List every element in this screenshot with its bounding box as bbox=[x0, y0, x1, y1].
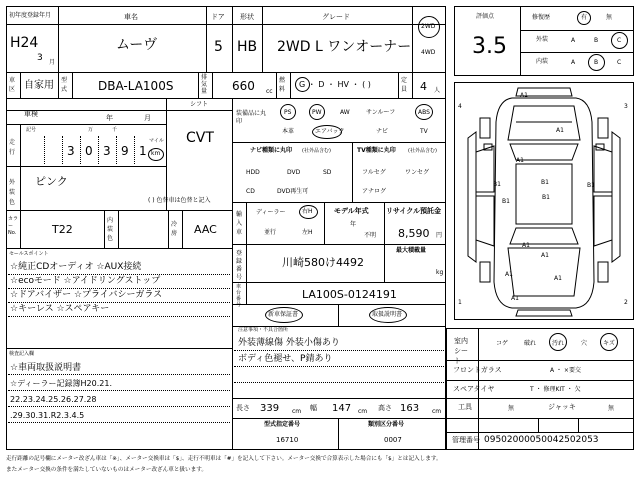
tv-item: アナログ bbox=[362, 188, 387, 195]
exterior-value: ピンク bbox=[35, 175, 68, 188]
damage-mark: A1 bbox=[556, 127, 564, 134]
cooler-value: AAC bbox=[194, 223, 217, 236]
equip-item: 本革 bbox=[282, 128, 295, 135]
equip-item: PS bbox=[284, 109, 292, 116]
tv-item: フルセグ bbox=[362, 169, 386, 176]
damage-mark: A1 bbox=[520, 92, 528, 99]
interior-grade: B bbox=[594, 59, 599, 66]
model-year-label: モデル年式 bbox=[334, 207, 369, 215]
side-number: 1 bbox=[458, 299, 462, 306]
note-line: 外装薄線傷 外装小傷あり bbox=[238, 338, 340, 348]
height-unit: cm bbox=[432, 408, 442, 415]
mileage-digit: 3 bbox=[67, 144, 75, 158]
color-label: カラーNo. bbox=[8, 216, 19, 236]
mileage-digit: 3 bbox=[103, 144, 111, 158]
sales-point-line: ☆ドアバイザー ☆プライバシーガラス bbox=[10, 290, 163, 300]
width-value: 147 bbox=[332, 403, 352, 414]
reg-number-label: 登録番号 bbox=[236, 250, 243, 281]
interior-grade: C bbox=[617, 59, 622, 66]
navi-item: HDD bbox=[246, 169, 260, 176]
footer-note: またメーター交換の条件を満たしていないものはメーター改ざん車と扱います。 bbox=[6, 467, 207, 473]
equip-item: TV bbox=[420, 128, 428, 135]
equip-item: PW bbox=[312, 109, 322, 116]
exterior-note: ( ) 色替車は色替と記入 bbox=[148, 197, 211, 204]
side-number: 4 bbox=[458, 103, 462, 110]
recycle-label: リサイクル預託金 bbox=[386, 207, 442, 215]
tv-title-note: (社外品含む) bbox=[408, 148, 437, 154]
damage-mark: A1 bbox=[541, 252, 549, 259]
inspection-label: 車検 bbox=[24, 110, 38, 118]
footer-note: 走行距離の記号欄にメーター改ざん車は「※」、メーター交換車は「$」、走行不明車は「#」を記入して下さい。メーター交換で合算表示した場合にも「$」とは記入します。 bbox=[6, 456, 442, 462]
grade-label: グレード bbox=[322, 13, 350, 21]
note-line: ボディ色褪せ、P錆あり bbox=[238, 354, 333, 364]
score-value: 3.5 bbox=[472, 34, 507, 59]
equip-item: AW bbox=[340, 109, 350, 116]
tv-title: TV種類に丸印 bbox=[357, 147, 396, 154]
manual: 取扱説明書 bbox=[372, 311, 403, 318]
damage-mark: B1 bbox=[587, 182, 595, 189]
designation-label: 型式指定番号 bbox=[264, 421, 301, 428]
seat-item: コゲ bbox=[496, 340, 509, 347]
height-label: 高さ bbox=[378, 404, 392, 412]
first-reg-value: H24 bbox=[10, 35, 39, 51]
color-value: T22 bbox=[52, 223, 73, 236]
inspection-record-line: ☆車両取扱説明書 bbox=[10, 363, 82, 373]
mileage-digit: 9 bbox=[121, 144, 129, 158]
height-value: 163 bbox=[400, 403, 420, 414]
displacement-label: 排気量 bbox=[201, 74, 208, 95]
inspection-record-line: ☆ディーラー記録簿H20.21. bbox=[10, 379, 112, 388]
interior-grade-label: 内装 bbox=[536, 58, 549, 65]
model-label: 型式 bbox=[61, 77, 68, 93]
navi-item: DVD bbox=[287, 169, 301, 176]
exterior-grade: A bbox=[571, 37, 576, 44]
mileage-km: km bbox=[151, 150, 161, 157]
repair-no: 無 bbox=[606, 14, 613, 21]
width-label: 幅 bbox=[310, 404, 317, 412]
fuel-value: G ・ D ・ HV ・ ( ) bbox=[299, 80, 371, 89]
equip-item: エアバック bbox=[315, 128, 345, 135]
management-value: 09502000050042502053 bbox=[484, 435, 599, 445]
cooler-label: 冷房 bbox=[171, 221, 178, 237]
exterior-grade-label: 外装 bbox=[536, 36, 549, 43]
sales-points-label: セールスポイント bbox=[9, 251, 49, 257]
recycle-unit: 円 bbox=[436, 232, 443, 239]
damage-mark: B1 bbox=[502, 198, 510, 205]
mileage-label: 走行 bbox=[9, 139, 16, 156]
shape-value: HB bbox=[237, 39, 258, 55]
designation-value: 16710 bbox=[276, 436, 299, 444]
first-reg-month-unit: 月 bbox=[49, 59, 56, 66]
model-year-unknown: 不明 bbox=[364, 232, 377, 239]
car-name-value: ムーヴ bbox=[116, 37, 158, 53]
model-value: DBA-LA100S bbox=[98, 79, 174, 93]
interior-grade: A bbox=[571, 59, 576, 66]
shape-label: 形状 bbox=[240, 13, 254, 21]
exterior-grade: B bbox=[594, 37, 599, 44]
chassis-label: 車台番号 bbox=[236, 284, 242, 308]
capacity-label: 定員 bbox=[401, 77, 408, 93]
seat-item: 破れ bbox=[524, 340, 537, 347]
import-label: 輸入車 bbox=[236, 211, 243, 236]
shift-value: CVT bbox=[186, 130, 214, 146]
seat-item: 穴 bbox=[581, 340, 588, 347]
sales-point-line: ☆キーレス ☆スペアキー bbox=[10, 304, 110, 314]
interior-color-label: 内装色 bbox=[107, 217, 114, 242]
category-label: 類別区分番号 bbox=[368, 421, 405, 428]
seat-item: キズ bbox=[603, 340, 615, 347]
tools-value: 無 bbox=[508, 405, 515, 412]
first-reg-label: 初年度登録年月 bbox=[9, 12, 52, 19]
equip-item: ナビ bbox=[376, 128, 389, 135]
spare-tire-value: T ・ 修理KIT ・ 欠 bbox=[530, 386, 581, 393]
recycle-value: 8,590 bbox=[398, 227, 430, 240]
damage-mark: B1 bbox=[493, 181, 501, 188]
navi-item: DVD再生可 bbox=[277, 188, 309, 195]
inspection-year: 年 bbox=[106, 114, 113, 122]
mileage-mile: マイル bbox=[149, 138, 164, 144]
car-name-label: 車名 bbox=[124, 13, 138, 21]
inspection-record-line: .29.30.31.R2.3.4.5 bbox=[10, 411, 85, 420]
damage-mark: A1 bbox=[522, 242, 530, 249]
door-value: 5 bbox=[214, 39, 223, 55]
notes-label: 注意事項・不具合箇所 bbox=[238, 327, 289, 333]
interior-seat-label: 室内シート bbox=[454, 337, 468, 365]
side-number: 2 bbox=[624, 299, 628, 306]
category-value: 0007 bbox=[384, 436, 402, 444]
fuel-label: 燃料 bbox=[279, 77, 286, 93]
door-label: ドア bbox=[211, 13, 225, 21]
drive-4wd: 4WD bbox=[421, 49, 436, 56]
navi-item: CD bbox=[246, 188, 255, 195]
inspection-record-line: 22.23.24.25.26.27.28 bbox=[10, 395, 97, 404]
import-dealer: ディーラー bbox=[256, 209, 286, 216]
length-unit: cm bbox=[292, 408, 302, 415]
model-year-year: 年 bbox=[350, 221, 357, 228]
damage-mark: B1 bbox=[541, 179, 549, 186]
jack-label: ジャッキ bbox=[548, 403, 576, 411]
sales-point-line: ☆純正CDオーディオ ☆AUX接続 bbox=[10, 262, 142, 272]
displacement-unit: cc bbox=[266, 88, 273, 95]
equip-item: ABS bbox=[418, 109, 430, 116]
equipment-title: 装備品に丸印 bbox=[236, 110, 267, 125]
management-label: 管理番号 bbox=[452, 436, 480, 444]
damage-mark: B1 bbox=[542, 194, 550, 201]
damage-mark: A1 bbox=[516, 157, 524, 164]
navi-title-note: (社外品含む) bbox=[302, 148, 331, 154]
car-diagram bbox=[454, 82, 634, 320]
drive-2wd: 2WD bbox=[421, 23, 436, 30]
damage-mark: A1 bbox=[554, 275, 562, 282]
capacity-unit: 人 bbox=[434, 87, 441, 94]
sales-point-line: ☆ecoモード ☆アイドリングストップ bbox=[10, 276, 161, 286]
mileage-unit-sen: 千 bbox=[112, 127, 118, 133]
length-label: 長さ bbox=[236, 404, 250, 412]
shift-label: シフト bbox=[190, 101, 209, 108]
windshield-value: A ・ ×要交 bbox=[550, 367, 581, 374]
jack-value: 無 bbox=[608, 405, 615, 412]
kubun-value: 自家用 bbox=[24, 80, 54, 91]
inspection-records-label: 検査記入欄 bbox=[9, 351, 35, 357]
max-load-unit: kg bbox=[436, 269, 444, 276]
import-right-hand: 右H bbox=[302, 208, 313, 215]
equip-item: サンルーフ bbox=[366, 109, 396, 116]
mileage-unit-man: 万 bbox=[88, 127, 94, 133]
reg-number-value: 川崎580け4492 bbox=[282, 256, 364, 269]
mileage-kigou: 記号 bbox=[26, 127, 37, 133]
grade-value: 2WD L ワンオーナー bbox=[277, 39, 412, 55]
seat-item: 汚れ bbox=[552, 340, 565, 347]
capacity-value: 4 bbox=[420, 80, 427, 93]
exterior-grade: C bbox=[617, 37, 622, 44]
damage-mark: A1 bbox=[511, 295, 519, 302]
import-parallel: 並行 bbox=[264, 229, 277, 236]
navi-item: SD bbox=[323, 169, 332, 176]
displacement-value: 660 bbox=[232, 79, 255, 93]
score-label: 評価点 bbox=[476, 13, 495, 20]
navi-title: ナビ種類に丸印 bbox=[250, 147, 293, 154]
kubun-label: 車区 bbox=[9, 77, 16, 93]
import-left-hand: 左H bbox=[302, 229, 313, 236]
mileage-digit: 1 bbox=[139, 144, 147, 158]
max-load-label: 最大積載量 bbox=[396, 247, 427, 254]
exterior-label: 外装色 bbox=[9, 179, 16, 206]
inspection-month: 月 bbox=[144, 114, 151, 122]
width-unit: cm bbox=[358, 408, 368, 415]
repair-yes: 有 bbox=[581, 14, 588, 21]
first-reg-month: 3 bbox=[37, 53, 43, 63]
damage-mark: A1 bbox=[505, 271, 513, 278]
tools-label: 工具 bbox=[458, 403, 472, 411]
spare-tire-label: スペアタイヤ bbox=[453, 385, 495, 393]
new-warranty: 新車保証書 bbox=[268, 311, 299, 318]
mileage-digit: 0 bbox=[85, 144, 93, 158]
repair-label: 修復歴 bbox=[532, 14, 551, 21]
tv-item: ワンセグ bbox=[405, 169, 430, 176]
chassis-value: LA100S-0124191 bbox=[302, 288, 397, 301]
windshield-label: フロントガラス bbox=[453, 366, 502, 374]
side-number: 3 bbox=[624, 103, 628, 110]
length-value: 339 bbox=[260, 403, 280, 414]
